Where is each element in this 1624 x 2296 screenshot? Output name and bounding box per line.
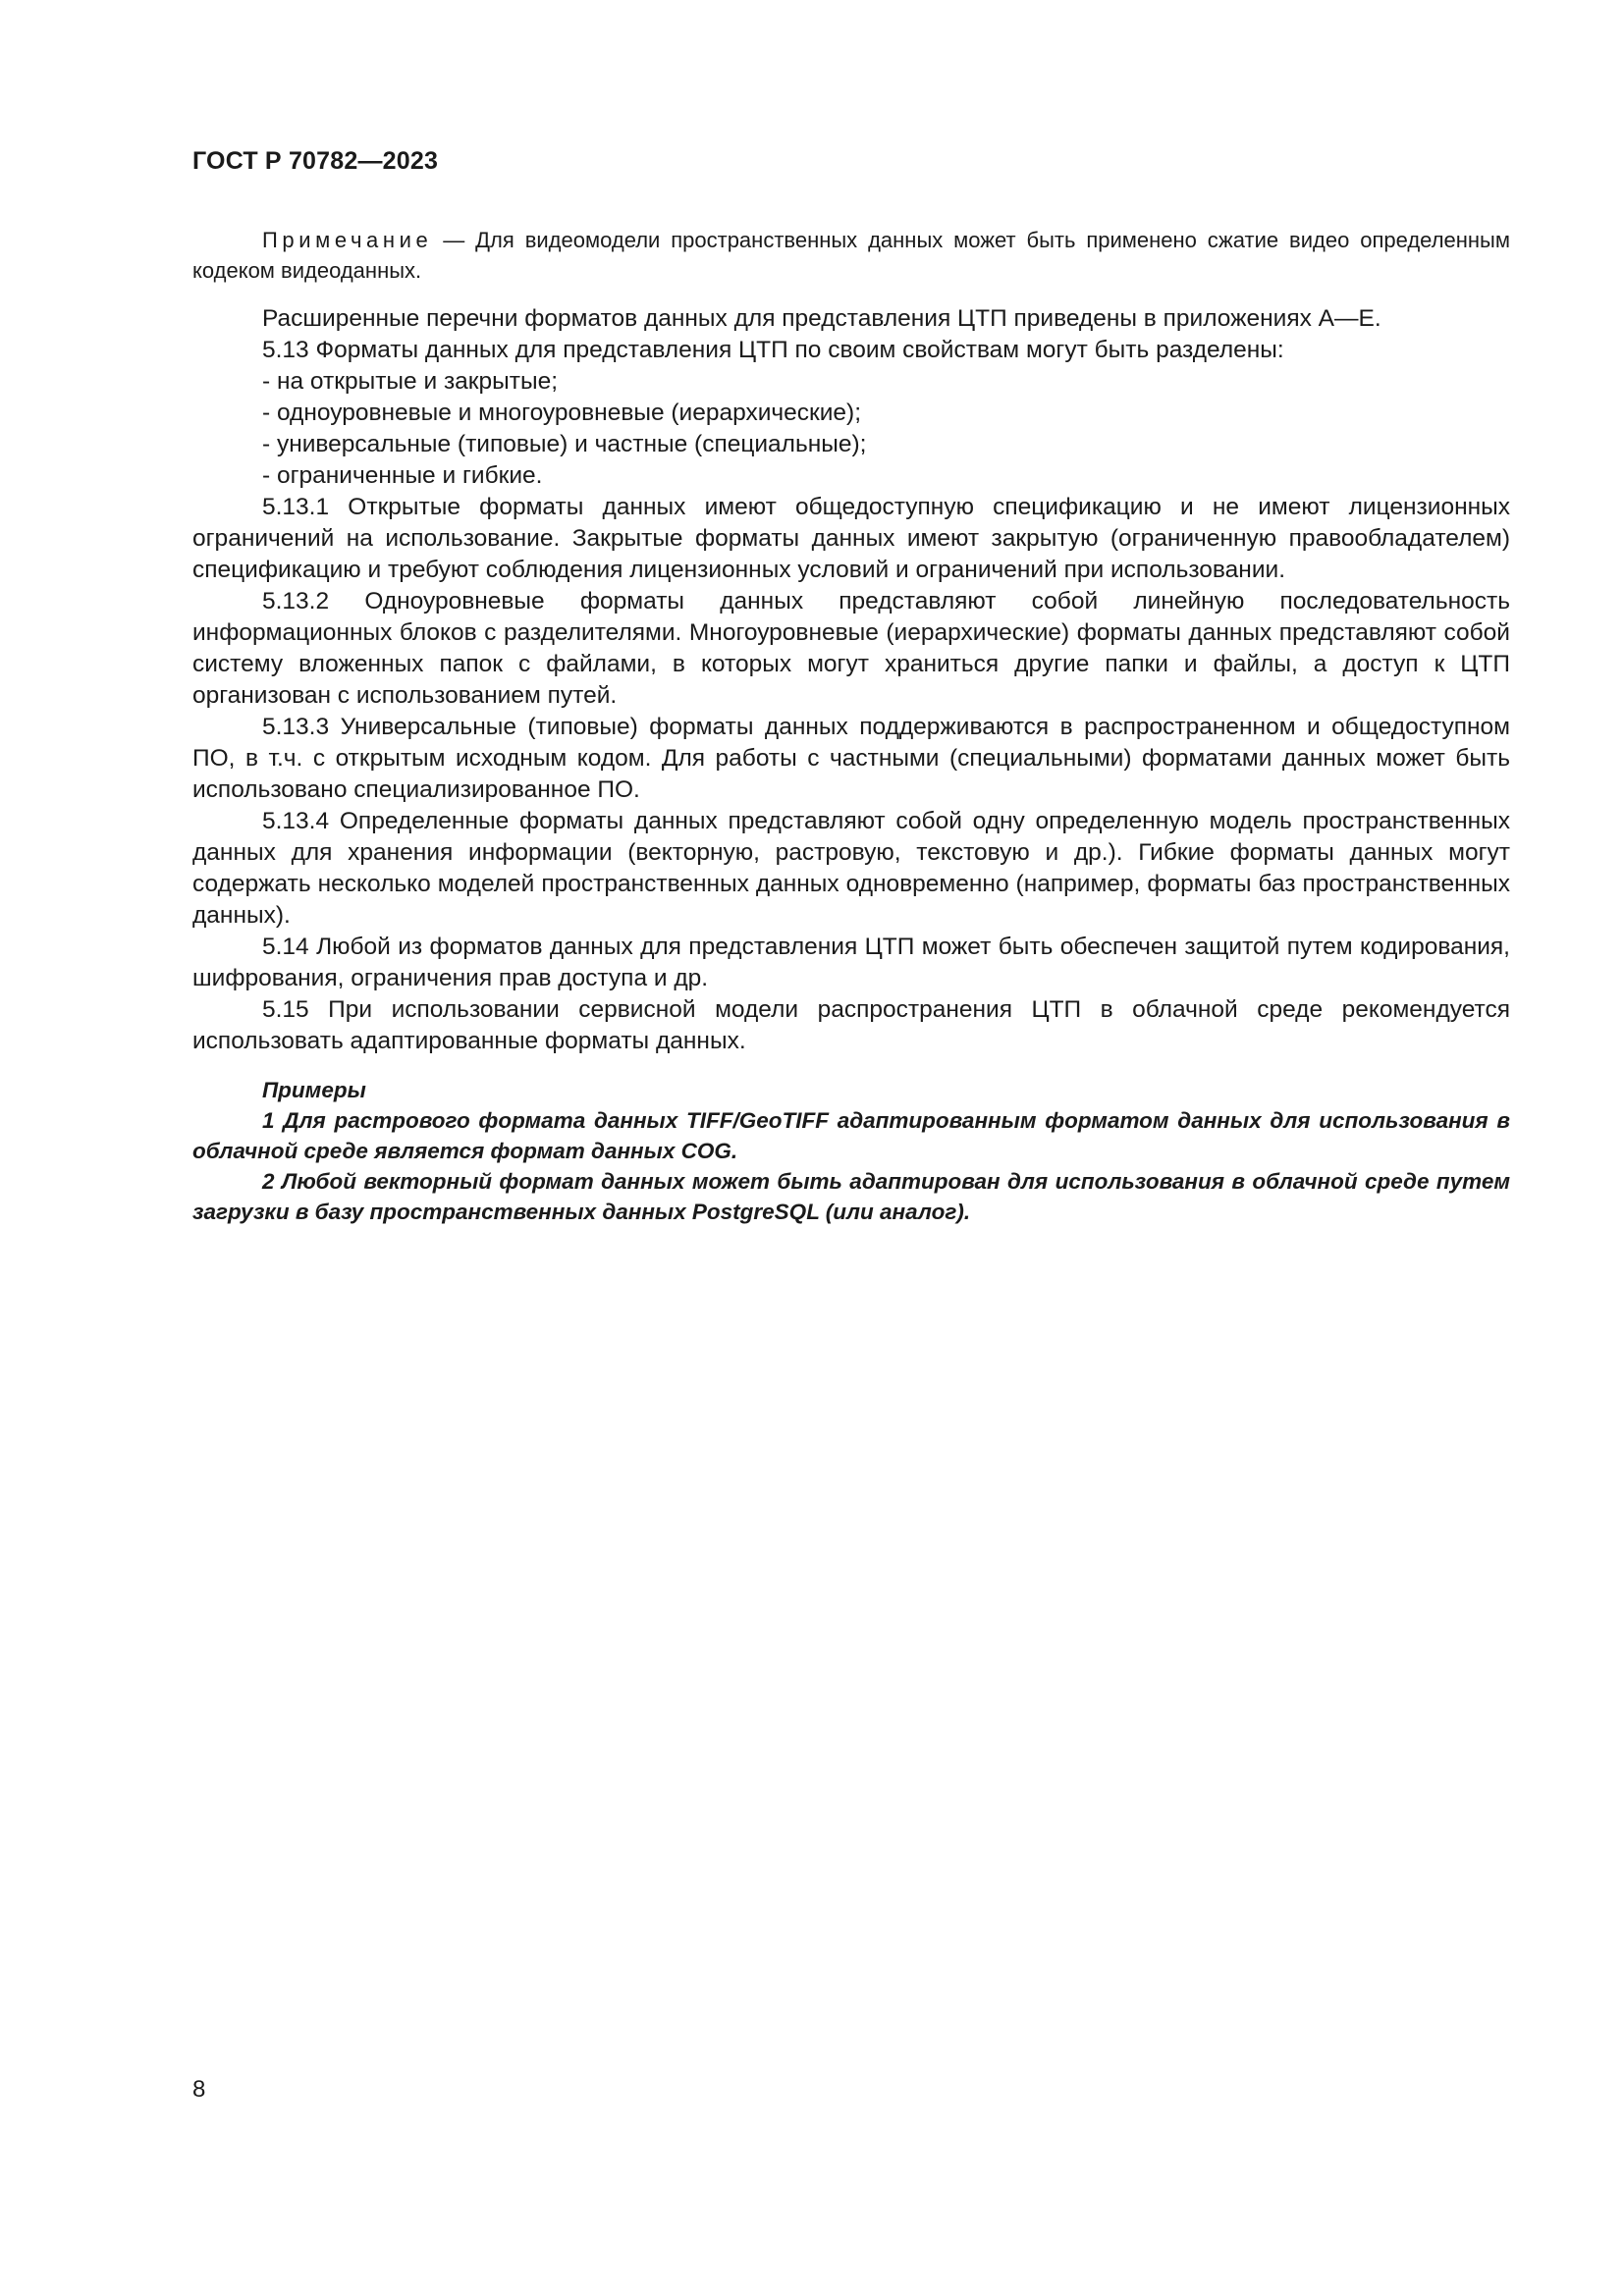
note-text: Для видеомодели пространственных данных может быть применено сжатие видео определенным кодеком видеоданных.: [192, 228, 1510, 283]
note-label: Примечание: [262, 228, 433, 252]
note-paragraph: [192, 225, 1510, 286]
paragraph-appendix-ref: Расширенные перечни форматов данных для представления ЦТП приведены в приложениях А—Е.: [262, 305, 1381, 332]
document-header: ГОСТ Р 70782—2023: [192, 147, 439, 175]
paragraph-5-15: 5.15 При использовании сервисной модели распространения ЦТП в облачной среде рекомендуется использовать адаптированные форматы данных.: [192, 996, 1510, 1054]
paragraph-5-13-1: 5.13.1 Открытые форматы данных имеют общедоступную спецификацию и не имеют лицензионных ограничений на использование. Закрытые форматы данных имеют закрытую (ограниченную правообладателем) спецификацию и требуют соблюдения лицензионных условий и ограничений при использовании.: [192, 494, 1510, 583]
examples-block: [192, 1075, 1510, 1227]
examples-title: Примеры: [262, 1078, 366, 1102]
list-item: - одноуровневые и многоуровневые (иерархические);: [262, 400, 862, 426]
paragraph-5-13: 5.13 Форматы данных для представления ЦТП по своим свойствам могут быть разделены:: [262, 337, 1284, 363]
page-number: 8: [192, 2076, 206, 2103]
example-item: 2 Любой векторный формат данных может быть адаптирован для использования в облачной среде путем загрузки в базу пространственных данных PostgreSQL (или аналог).: [192, 1169, 1510, 1224]
list-item: - на открытые и закрытые;: [262, 368, 559, 395]
paragraph-5-13-4: 5.13.4 Определенные форматы данных представляют собой одну определенную модель пространственных данных для хранения информации (векторную, растровую, текстовую и др.). Гибкие форматы данных могут содержать несколько моделей пространственных данных одновременно (например, форматы баз пространственных данных).: [192, 808, 1510, 929]
list-item: - ограниченные и гибкие.: [262, 462, 543, 489]
paragraph-5-14: 5.14 Любой из форматов данных для представления ЦТП может быть обеспечен защитой путем кодирования, шифрования, ограничения прав доступа и др.: [192, 934, 1510, 991]
note-dash: —: [432, 228, 476, 252]
paragraph-5-13-2: 5.13.2 Одноуровневые форматы данных представляют собой линейную последовательность информационных блоков с разделителями. Многоуровневые (иерархические) форматы данных представляют собой систему вложенных папок с файлами, в которых могут храниться другие папки и файлы, а доступ к ЦТП организован с использованием путей.: [192, 588, 1510, 709]
example-item: 1 Для растрового формата данных TIFF/GeoTIFF адаптированным форматом данных для использования в облачной среде является формат данных COG.: [192, 1108, 1510, 1163]
document-body: [192, 225, 1510, 1227]
list-item: - универсальные (типовые) и частные (специальные);: [262, 431, 867, 457]
paragraph-5-13-3: 5.13.3 Универсальные (типовые) форматы данных поддерживаются в распространенном и общедоступном ПО, в т.ч. с открытым исходным кодом. Для работы с частными (специальными) форматами данных может быть использовано специализированное ПО.: [192, 714, 1510, 803]
